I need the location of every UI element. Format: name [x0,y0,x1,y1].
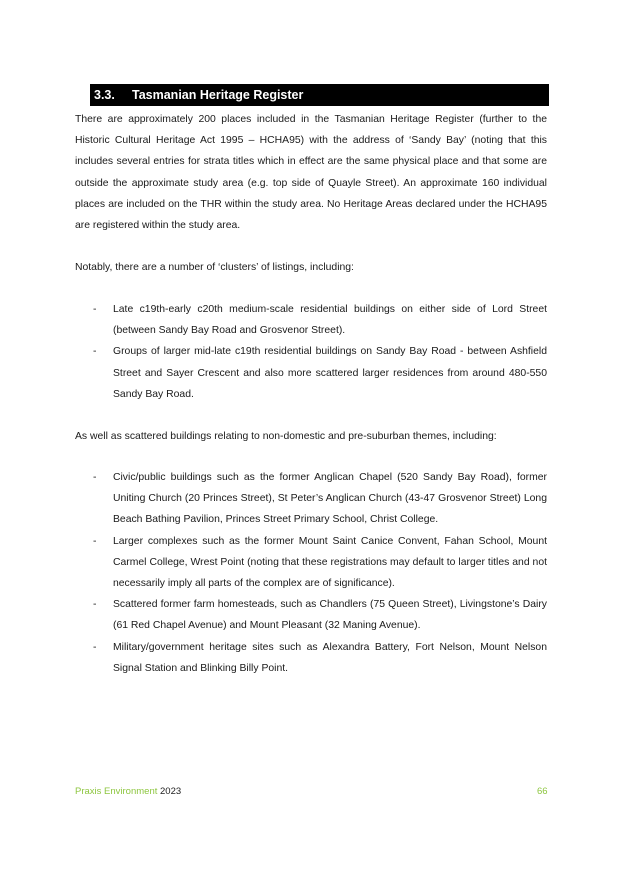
list-item-text: Groups of larger mid-late c19th residential buildings on Sandy Bay Road - between Ashfield Street and Sayer Crescent and also more scattered larger residences from around 480-550 Sandy Bay Road. [113,346,547,400]
scattered-list [75,467,547,679]
section-number: 3.3. [94,88,115,102]
list-item [75,594,547,636]
section-title: Tasmanian Heritage Register [132,88,304,102]
list-item-text: Civic/public buildings such as the former Anglican Chapel (520 Sandy Bay Road), former Uniting Church (20 Princes Street), St Peter’s Anglican Church (43-47 Grosvenor Street) Long Beach Bathing Pavilion, Princes Street Primary School, Christ College. [113,472,547,526]
list-item [75,531,547,595]
list-item-text: Larger complexes such as the former Mount Saint Canice Convent, Fahan School, Mount Carmel College, Wrest Point (noting that these registrations may default to larger titles and not necessarily imply all parts of the complex are of significance). [113,535,547,590]
bullet-dash: - [93,599,97,611]
intro-paragraph: There are approximately 200 places included in the Tasmanian Heritage Register (further to the Historic Cultural Heritage Act 1995 – HCHA95) with the address of ‘Sandy Bay’ (noting that this includes several entries for strata titles which in effect are the same physical place and that some are outside the approximate study area (e.g. top side of Quayle Street). An approximate 160 individual places are included on the THR within the study area. No Heritage Areas declared under the HCHA95 are registered within the study area. [75,114,547,232]
page-number: 66 [537,786,548,797]
list-item [75,467,547,531]
list-item-text: Military/government heritage sites such as Alexandra Battery, Fort Nelson, Mount Nelson Signal Station and Blinking Billy Point. [113,641,547,674]
clusters-intro-paragraph: Notably, there are a number of ‘clusters’ of listings, including: [75,262,354,273]
bullet-dash: - [93,304,97,315]
section-heading [90,84,549,106]
footer-brand [75,785,181,799]
footer-brand-name: Praxis Environment [75,786,158,797]
bullet-dash: - [93,641,97,653]
list-item-text: Scattered former farm homesteads, such as Chandlers (75 Queen Street), Livingstone’s Dairy (61 Red Chapel Avenue) and Mount Pleasant (32 Maning Avenue). [113,599,547,632]
list-item [75,637,547,679]
bullet-dash: - [93,346,97,358]
footer-year: 2023 [160,786,182,797]
list-item-text: Late c19th-early c20th medium-scale residential buildings on either side of Lord Street (between Sandy Bay Road and Grosvenor Street). [113,304,547,337]
bullet-dash: - [93,535,97,547]
clusters-list [75,299,547,405]
list-item [75,341,547,405]
scattered-intro-paragraph: As well as scattered buildings relating to non-domestic and pre-suburban themes, including: [75,431,497,442]
list-item [75,299,547,341]
bullet-dash: - [93,472,97,483]
